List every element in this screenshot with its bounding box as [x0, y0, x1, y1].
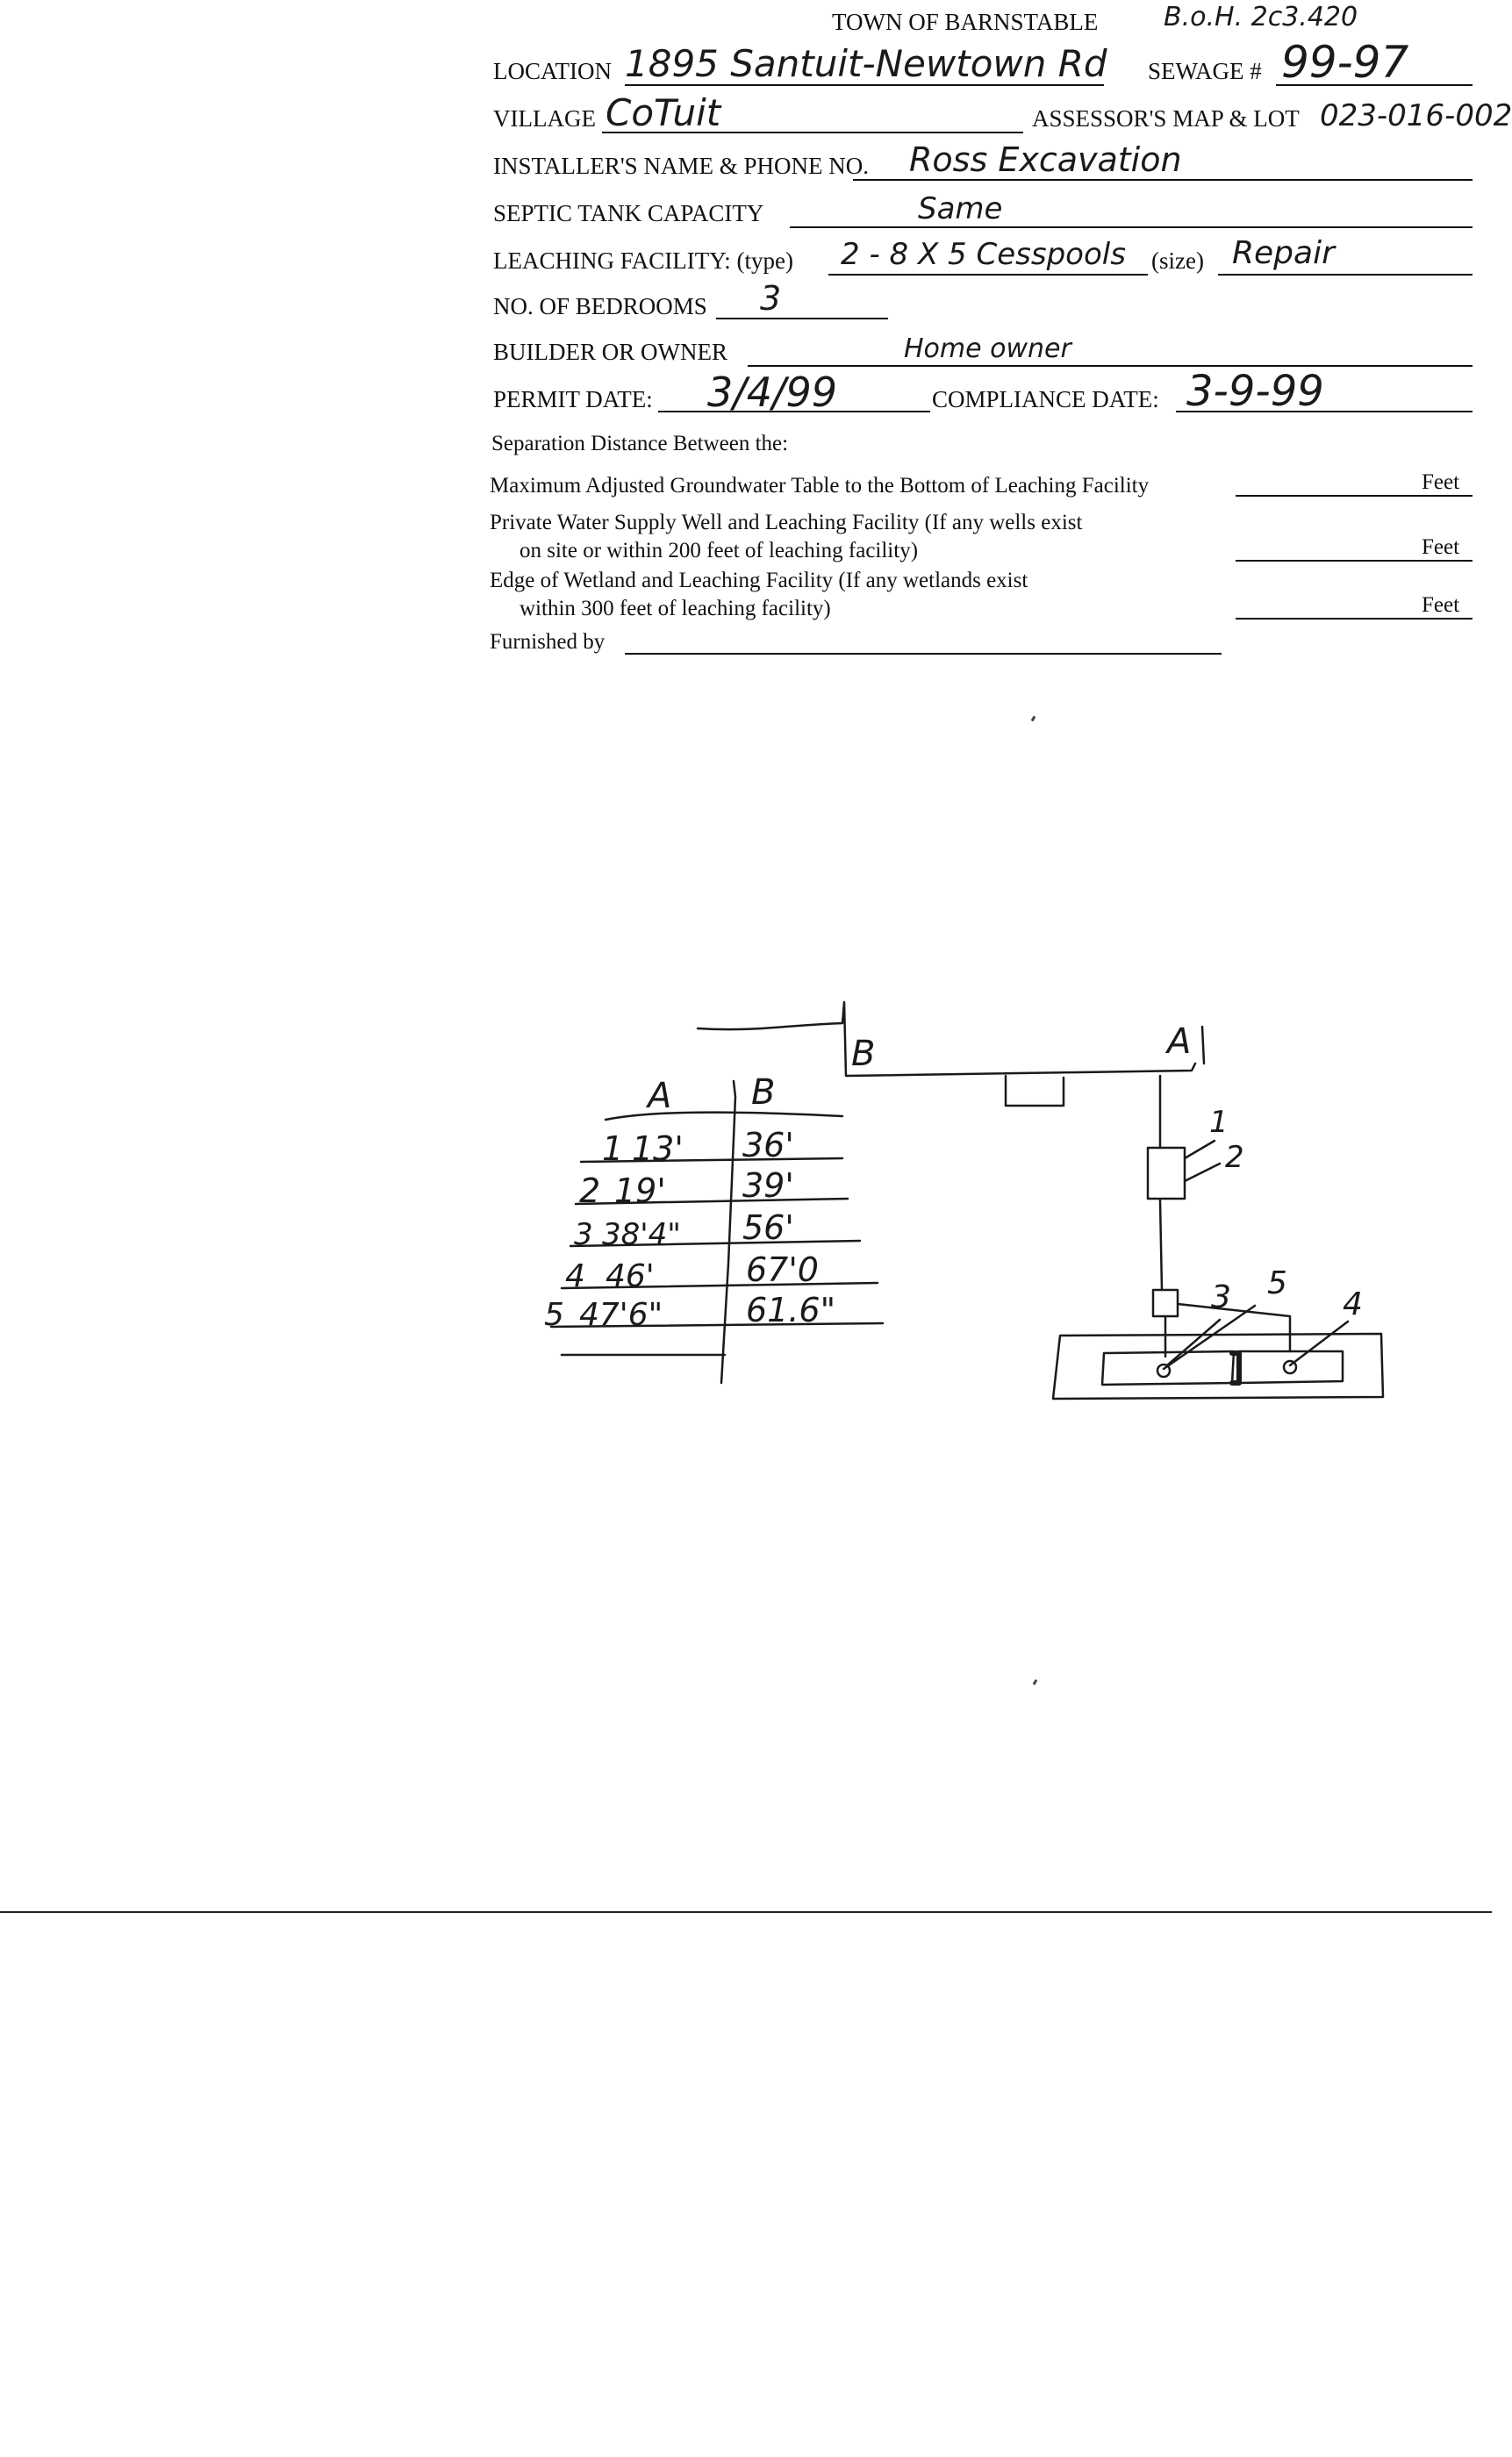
callout-2: 2	[1225, 1140, 1244, 1175]
separation-row-2-text: Private Water Supply Well and Leaching Facility (If any wells exist	[490, 511, 1083, 534]
builder-value: Home owner	[904, 333, 1071, 364]
page-divider	[0, 1911, 1492, 1913]
point-a-label: A	[1167, 1021, 1192, 1062]
leaching-size-value: Repair	[1232, 235, 1335, 271]
row-a-value: 46'	[606, 1258, 655, 1294]
bedrooms-label: NO. OF BEDROOMS	[493, 293, 707, 319]
callout-3: 3	[1211, 1279, 1231, 1315]
separation-row-2-unit: Feet	[1422, 535, 1460, 559]
leaching-type-value: 2 - 8 X 5 Cesspools	[841, 237, 1126, 272]
village-value: CoTuit	[606, 91, 721, 134]
separation-row-3-text-cont: within 300 feet of leaching facility)	[520, 597, 831, 620]
installer-label: INSTALLER'S NAME & PHONE NO.	[493, 153, 869, 179]
point-b-label: B	[851, 1034, 876, 1074]
row-number: 5	[544, 1297, 564, 1333]
row-a-value: 47'6"	[579, 1297, 663, 1333]
leaching-size-label: (size)	[1151, 247, 1204, 274]
table-row	[574, 1208, 794, 1252]
callout-5: 5	[1267, 1265, 1287, 1301]
row-number: 3	[574, 1217, 593, 1252]
row-a-value: 38'4"	[602, 1217, 681, 1252]
location-label: LOCATION	[493, 58, 612, 84]
separation-heading: Separation Distance Between the:	[491, 432, 789, 455]
table-header-a: A	[648, 1076, 672, 1116]
row-b-value: 61.6"	[746, 1291, 836, 1329]
compliance-date-value: 3-9-99	[1186, 367, 1324, 416]
furnished-by-label: Furnished by	[490, 630, 606, 654]
tank-value: Same	[918, 191, 1003, 226]
builder-label: BUILDER OR OWNER	[493, 339, 727, 365]
tank-label: SEPTIC TANK CAPACITY	[493, 200, 764, 226]
callout-1: 1	[1209, 1105, 1229, 1140]
installer-value: Ross Excavation	[909, 140, 1182, 179]
permit-label: PERMIT DATE:	[493, 386, 653, 412]
separation-row-2-text-cont: on site or within 200 feet of leaching facility)	[520, 539, 919, 562]
town-title: TOWN OF BARNSTABLE	[832, 9, 1099, 35]
row-a-value: 19'	[614, 1171, 666, 1210]
row-b-value: 56'	[742, 1208, 794, 1247]
row-number: 4	[565, 1258, 585, 1294]
callout-4: 4	[1343, 1286, 1363, 1322]
map-lot-label: ASSESSOR'S MAP & LOT	[1032, 105, 1300, 132]
separation-row-3-text: Edge of Wetland and Leaching Facility (If any wetlands exist	[490, 569, 1028, 592]
permit-date-value: 3/4/99	[707, 369, 838, 416]
leaching-label: LEACHING FACILITY: (type)	[493, 247, 793, 274]
location-value: 1895 Santuit-Newtown Rd	[625, 42, 1107, 85]
board-of-health-note: B.o.H. 2c3.420	[1164, 2, 1358, 32]
row-b-value: 39'	[742, 1166, 794, 1205]
map-lot-value: 023-016-002	[1320, 98, 1512, 133]
separation-row-1-text: Maximum Adjusted Groundwater Table to the Bottom of Leaching Facility	[490, 474, 1150, 498]
table-row	[544, 1291, 835, 1333]
row-number: 2	[579, 1171, 601, 1210]
separation-row-1-unit: Feet	[1422, 470, 1460, 494]
table-header-b: B	[751, 1072, 776, 1113]
sewage-label: SEWAGE #	[1148, 58, 1262, 84]
row-number: 1	[602, 1129, 624, 1168]
compliance-label: COMPLIANCE DATE:	[932, 386, 1159, 412]
bedrooms-value: 3	[760, 279, 782, 318]
row-b-value: 67'0	[746, 1250, 819, 1289]
row-b-value: 36'	[742, 1126, 794, 1164]
sewage-value: 99-97	[1281, 37, 1409, 88]
separation-row-3-unit: Feet	[1422, 593, 1460, 617]
row-a-value: 13'	[632, 1129, 684, 1168]
village-label: VILLAGE	[493, 105, 596, 132]
